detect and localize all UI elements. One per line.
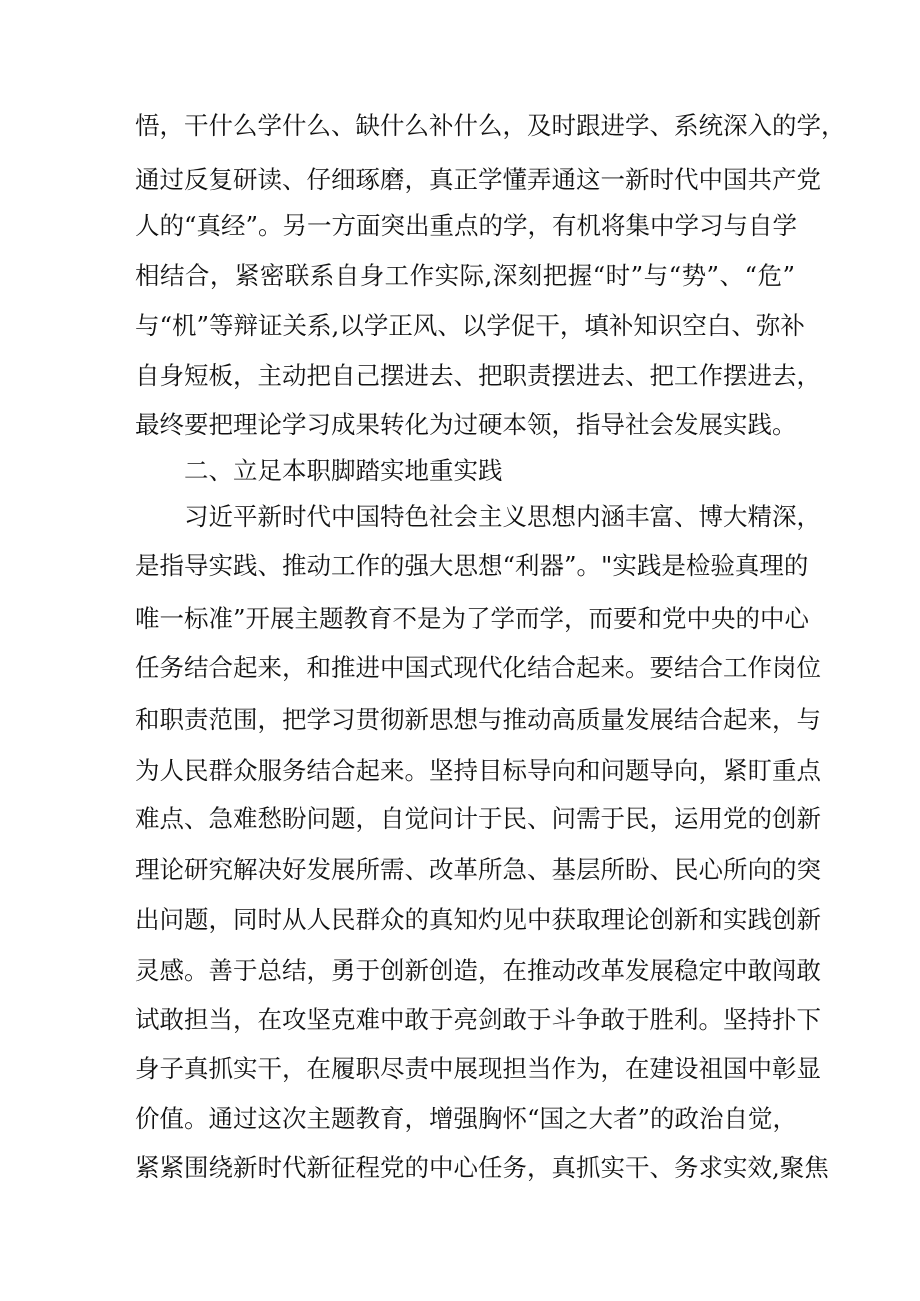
paragraph-line: 自身短板，主动把自己摆进去、把职责摆进去、把工作摆进去，: [135, 361, 821, 390]
paragraph-line: 唯一标准”开展主题教育不是为了学而学，而要和党中央的中心: [135, 604, 810, 633]
paragraph-line: 出问题，同时从人民群众的真知灼见中获取理论创新和实践创新: [135, 905, 821, 934]
paragraph-line: 难点、急难愁盼问题，自觉问计于民、问需于民，运用党的创新: [135, 804, 821, 833]
paragraph-line: 相结合，紧密联系自身工作实际,深刻把握“时”与“势”、“危”: [135, 261, 795, 290]
paragraph-line: 悟，干什么学什么、缺什么补什么，及时跟进学、系统深入的学，: [135, 111, 846, 140]
paragraph-line: 紧紧围绕新时代新征程党的中心任务，真抓实干、务求实效,聚焦: [135, 1153, 829, 1182]
paragraph-line: 最终要把理论学习成果转化为过硬本领，指导社会发展实践。: [135, 410, 797, 439]
paragraph-line: 理论研究解决好发展所需、改革所急、基层所盼、民心所向的突: [135, 855, 821, 884]
paragraph-line: 和职责范围，把学习贯彻新思想与推动高质量发展结合起来，与: [135, 705, 821, 734]
paragraph-line: 通过反复研读、仔细琢磨，真正学懂弄通这一新时代中国共产党: [135, 165, 821, 194]
paragraph-line: 是指导实践、推动工作的强大思想“利器”。"实践是检验真理的: [135, 551, 809, 580]
paragraph-line: 人的“真经”。另一方面突出重点的学，有机将集中学习与自学: [135, 211, 798, 240]
paragraph-line: 价值。通过这次主题教育，增强胸怀“国之大者”的政治自觉，: [135, 1104, 798, 1133]
paragraph-line: 身子真抓实干，在履职尽责中展现担当作为，在建设祖国中彰显: [135, 1054, 821, 1083]
paragraph-line: 与“机”等辩证关系,以学正风、以学促干，填补知识空白、弥补: [135, 311, 805, 340]
paragraph-line: 灵感。善于总结，勇于创新创造，在推动改革发展稳定中敢闯敢: [135, 956, 821, 985]
paragraph-line: 任务结合起来，和推进中国式现代化结合起来。要结合工作岗位: [135, 653, 821, 682]
section-heading: 二、立足本职脚踏实地重实践: [184, 456, 503, 485]
paragraph-line: 试敢担当，在攻坚克难中敢于亮剑敢于斗争敢于胜利。坚持扑下: [135, 1005, 821, 1034]
paragraph-line: 为人民群众服务结合起来。坚持目标导向和问题导向，紧盯重点: [135, 756, 821, 785]
paragraph-line: 习近平新时代中国特色社会主义思想内涵丰富、博大精深，: [184, 502, 821, 531]
